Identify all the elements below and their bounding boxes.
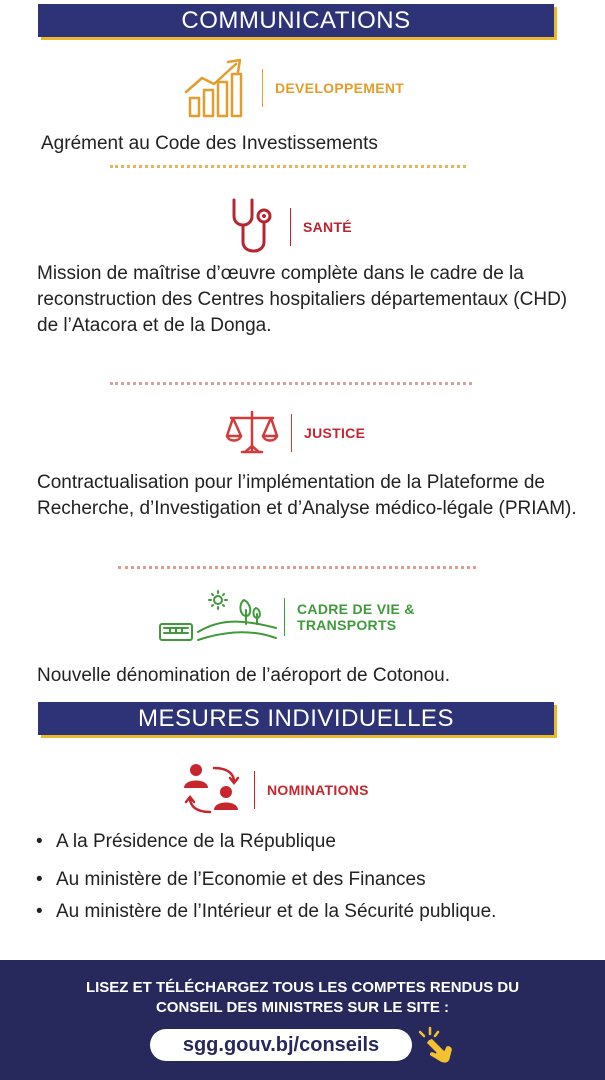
category-label-developpement: DEVELOPPEMENT bbox=[275, 80, 405, 96]
divider bbox=[110, 165, 466, 168]
category-label-cadre-line2: TRANSPORTS bbox=[297, 617, 397, 633]
footer-line2: CONSEIL DES MINISTRES SUR LE SITE : bbox=[155, 999, 450, 1016]
divider bbox=[118, 566, 476, 569]
category-justice bbox=[225, 408, 365, 458]
people-exchange-icon bbox=[182, 762, 242, 818]
communications-title: COMMUNICATIONS bbox=[181, 7, 411, 34]
category-cadre-de-vie bbox=[158, 590, 415, 644]
category-label-justice: JUSTICE bbox=[304, 425, 366, 441]
footer bbox=[0, 960, 605, 1080]
list-item: • Au ministère de l’Intérieur et de la Sécurité publique. bbox=[36, 901, 497, 922]
category-label-sante: SANTÉ bbox=[303, 219, 352, 235]
growth-chart-icon bbox=[184, 56, 250, 120]
footer-line1: LISEZ ET TÉLÉCHARGEZ TOUS LES COMPTES RENDUS DU bbox=[85, 979, 520, 996]
site-link[interactable]: sgg.gouv.bj/conseils bbox=[150, 1029, 412, 1061]
category-sante bbox=[228, 196, 352, 258]
category-developpement bbox=[184, 56, 404, 120]
sante-text: Mission de maîtrise d’œuvre complète dans le cadre de la reconstruction des Centres hospitaliers départementaux (CHD) de l’Atacora et de la Donga. bbox=[37, 263, 568, 336]
footer-text bbox=[0, 978, 605, 1018]
category-label-cadre-de-vie bbox=[297, 601, 415, 633]
landscape-bus-icon bbox=[158, 590, 278, 644]
divider bbox=[110, 382, 472, 385]
mesures-individuelles-title: MESURES INDIVIDUELLES bbox=[138, 705, 454, 732]
developpement-text: Agrément au Code des Investissements bbox=[41, 133, 378, 154]
list-item: • Au ministère de l’Economie et des Finances bbox=[36, 869, 426, 890]
cadre-de-vie-text: Nouvelle dénomination de l’aéroport de Cotonou. bbox=[37, 665, 450, 686]
list-item: • A la Présidence de la République bbox=[36, 831, 336, 852]
category-label-cadre-line1: CADRE DE VIE & bbox=[297, 601, 415, 617]
category-nominations bbox=[182, 762, 369, 818]
pointing-hand-icon bbox=[416, 1026, 460, 1066]
stethoscope-icon bbox=[228, 196, 278, 258]
category-label-nominations: NOMINATIONS bbox=[267, 782, 369, 798]
mesures-individuelles-banner bbox=[38, 702, 554, 735]
communications-banner bbox=[38, 4, 554, 37]
nominations-list bbox=[36, 828, 576, 925]
justice-text: Contractualisation pour l’implémentation de la Plateforme de Recherche, d’Investigation et d’Analyse médico-légale (PRIAM). bbox=[37, 472, 577, 519]
scales-icon bbox=[225, 408, 279, 458]
